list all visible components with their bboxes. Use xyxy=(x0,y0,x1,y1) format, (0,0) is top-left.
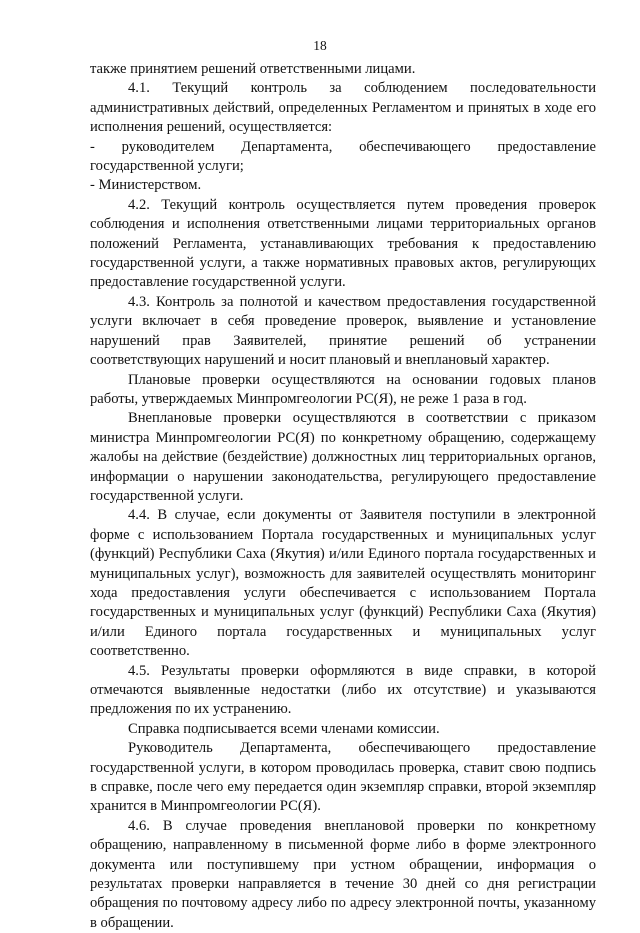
paragraph-4-5: 4.5. Результаты проверки оформляются в виде справки, в которой отмечаются выявленные недостатки (либо их отсутствие) и указываются предложения по их устранению. xyxy=(90,662,596,718)
paragraph-4-3: 4.3. Контроль за полнотой и качеством предоставления государственной услуги включает в себя проведение проверок, выявление и установление нарушений прав Заявителей, принятие решений об устранении соответствующих нарушений и носит плановый и внеплановый характер. xyxy=(90,293,596,369)
document-body xyxy=(90,60,596,933)
paragraph-4-4: 4.4. В случае, если документы от Заявителя поступили в электронной форме с использованием Портала государственных и муниципальных услуг (функций) Республики Саха (Якутия) и/или Единого портала государственных и муниципальных услуг), возможность для заявителей осуществлять мониторинг хода предоставления услуги обеспечивается с использованием Портала государственных и муниципальных услуг (функций) Республики Саха (Якутия) и/или Единого портала государственных и муниципальных услуг соответственно. xyxy=(90,507,596,660)
paragraph-continuation: также принятием решений ответственными лицами. xyxy=(90,61,416,77)
paragraph-report-signing: Справка подписывается всеми членами комиссии. xyxy=(128,720,440,737)
paragraph-unplanned-inspections: Внеплановые проверки осуществляются в соответствии с приказом министра Минпромгеологии РС(Я) по конкретному обращению, содержащему жалобы на действие (бездействие) должностных лиц территориальных органов, информации о нарушении законодательства, регулирующего предоставление государственной услуги. xyxy=(90,410,596,504)
list-item-department-head: - руководителем Департамента, обеспечивающего предоставление государственной услуги; xyxy=(90,138,596,175)
list-item-ministry: - Министерством. xyxy=(90,177,202,194)
paragraph-4-2: 4.2. Текущий контроль осуществляется путем проведения проверок соблюдения и исполнения ответственными лицами территориальных органов положений Регламента, устанавливающих требования к предоставлению государственной услуги, а также нормативных правовых актов, регулирующих предоставление государственной услуги. xyxy=(90,196,596,291)
paragraph-4-6: 4.6. В случае проведения внеплановой проверки по конкретному обращению, направленному в письменной форме либо в форме электронного документа или поступившему при устном обращении, информация о результатах проверки направляется в течение 30 дней со дня регистрации обращения по почтовому адресу либо по адресу электронной почты, указанному в обращении. xyxy=(90,817,596,931)
page-number: 18 xyxy=(313,38,327,53)
paragraph-department-head-signature: Руководитель Департамента, обеспечивающего предоставление государственной услуги, в котором проводилась проверка, ставит свою подпись в справке, после чего ему передается один экземпляр справки, второй экземпляр хранится в Минпромгеологии РС(Я). xyxy=(90,740,596,815)
paragraph-4-1: 4.1. Текущий контроль за соблюдением последовательности административных действий, определенных Регламентом и принятых в ходе его исполнения решений, осуществляется: xyxy=(90,80,596,136)
paragraph-planned-inspections: Плановые проверки осуществляются на основании годовых планов работы, утверждаемых Минпромгеологии РС(Я), не реже 1 раза в год. xyxy=(90,371,596,407)
